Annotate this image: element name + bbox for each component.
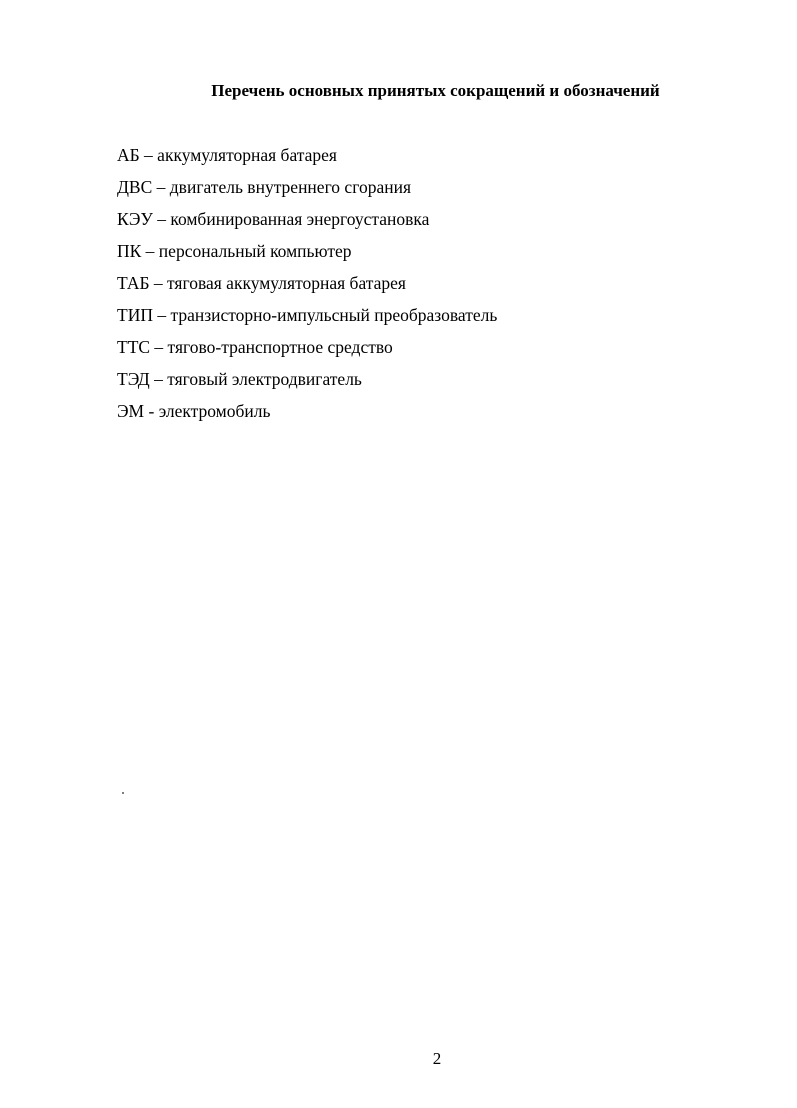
- list-item: ТЭД – тяговый электродвигатель: [117, 369, 362, 389]
- page-number: 2: [432, 1049, 442, 1068]
- list-item: АБ – аккумуляторная батарея: [117, 145, 337, 165]
- list-item: ТТС – тягово-транспортное средство: [117, 337, 393, 357]
- page-title: Перечень основных принятых сокращений и обозначений: [211, 81, 660, 100]
- scan-speck: [122, 792, 124, 794]
- list-item: ТАБ – тяговая аккумуляторная батарея: [117, 273, 406, 293]
- abbreviation-list: [117, 144, 497, 432]
- list-item: ДВС – двигатель внутреннего сгорания: [117, 177, 411, 197]
- list-item: КЭУ – комбинированная энергоустановка: [117, 209, 430, 229]
- list-item: ТИП – транзисторно-импульсный преобразователь: [117, 305, 498, 325]
- list-item: ПК – персональный компьютер: [117, 241, 352, 261]
- list-item: ЭМ - электромобиль: [117, 401, 271, 421]
